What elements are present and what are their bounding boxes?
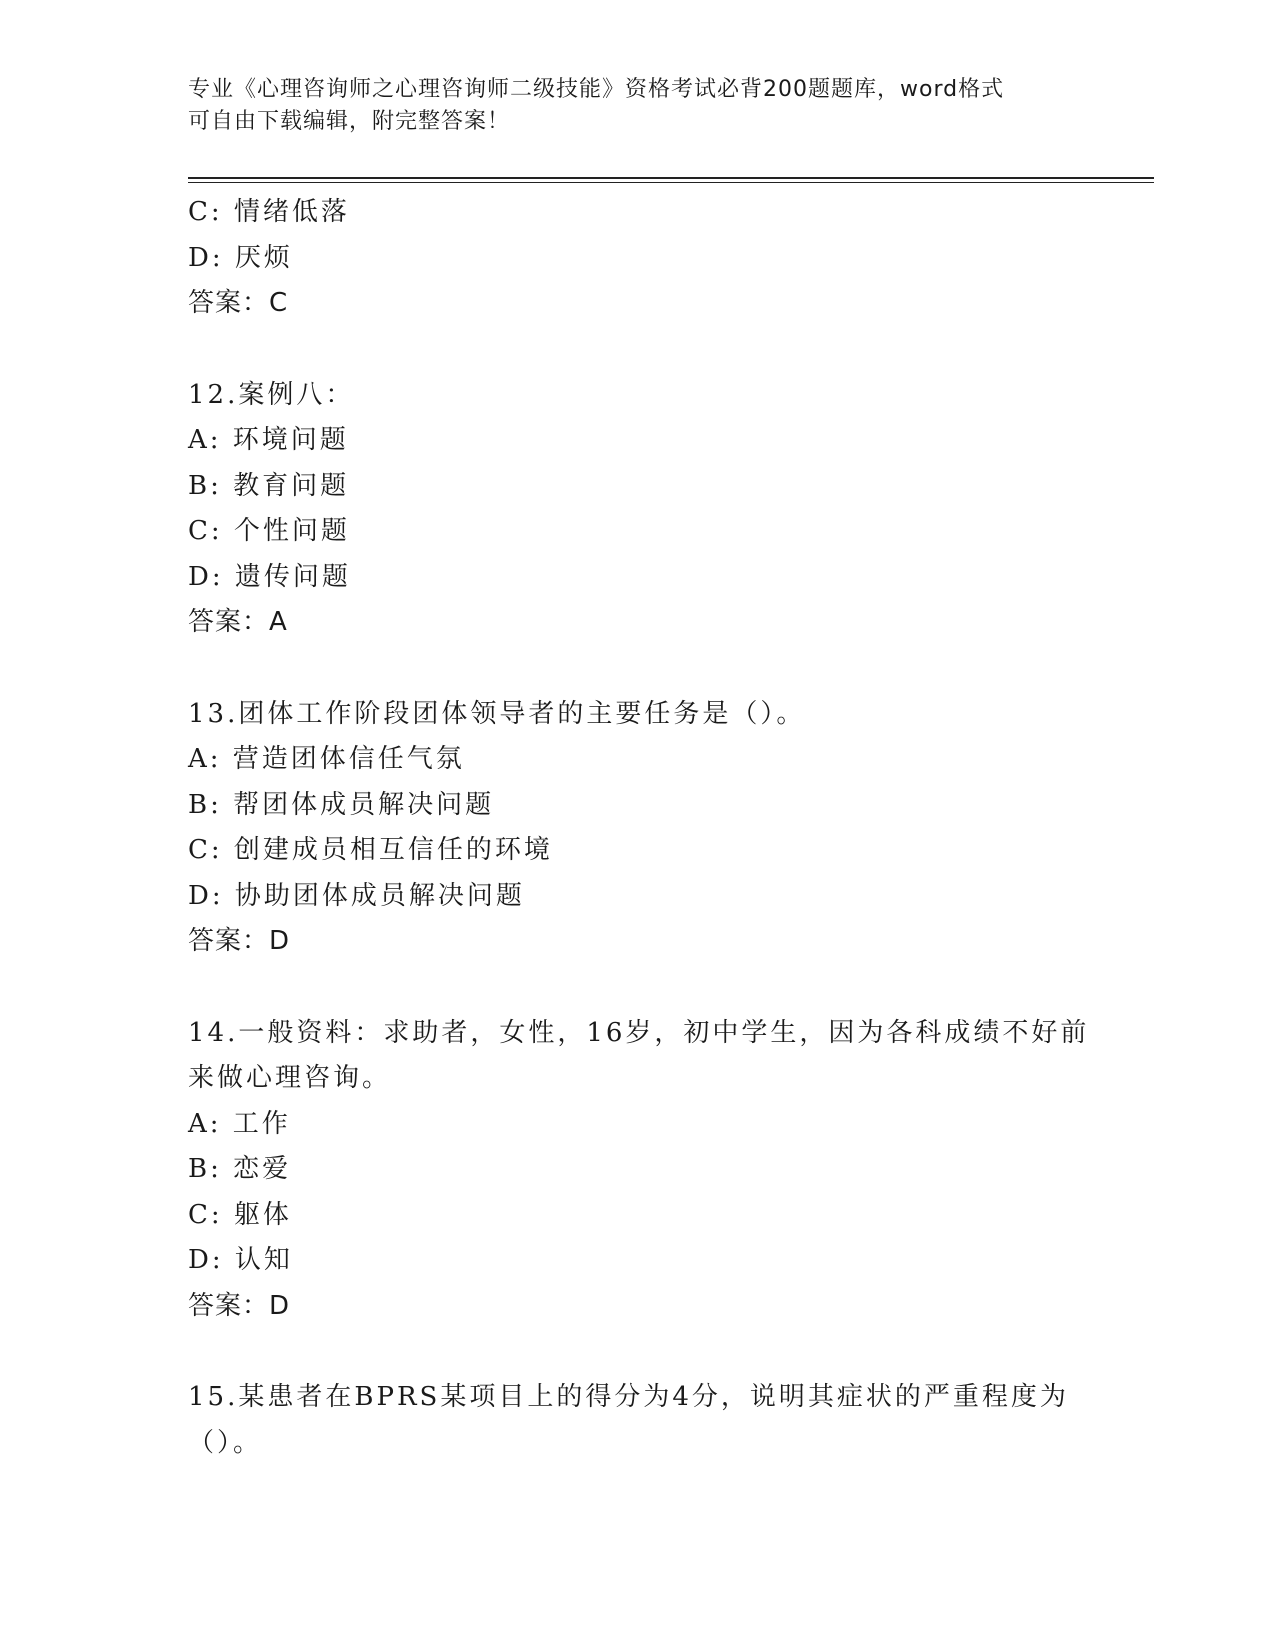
option-a: A: 营造团体信任气氛 (188, 744, 465, 774)
option-c: C: 创建成员相互信任的环境 (188, 835, 553, 865)
option-a: A: 环境问题 (188, 425, 349, 455)
option-d: D: 厌烦 (188, 242, 293, 273)
header-divider-thin (188, 182, 1154, 183)
option-d: D: 协助团体成员解决问题 (188, 880, 525, 911)
question-stem-line-1: 15.某患者在BPRS某项目上的得分为4分，说明其症状的严重程度为 (188, 1382, 1069, 1412)
option-c: C: 个性问题 (188, 516, 350, 546)
answer-line: 答案：D (188, 926, 291, 956)
question-list (188, 190, 1088, 1466)
question-stem-line-2: （）。 (188, 1427, 263, 1458)
answer-line: 答案：D (188, 1290, 291, 1321)
header-divider-thick (188, 177, 1154, 179)
question-stem-line-1: 14.一般资料：求助者，女性，16岁，初中学生，因为各科成绩不好前 (188, 1017, 1090, 1048)
option-b: B: 恋爱 (188, 1154, 292, 1184)
option-b: B: 教育问题 (188, 470, 350, 501)
question-stem: 13.团体工作阶段团体领导者的主要任务是（）。 (188, 698, 806, 729)
question-stem: 12.案例八： (188, 379, 355, 410)
option-b: B: 帮团体成员解决问题 (188, 789, 495, 820)
option-c: C: 情绪低落 (188, 197, 350, 227)
answer-line: 答案：C (188, 288, 289, 318)
answer-line: 答案：A (188, 607, 288, 637)
header-line-2: 可自由下载编辑，附完整答案！ (188, 109, 511, 134)
header-line-1: 专业《心理咨询师之心理咨询师二级技能》资格考试必背200题题库，word格式 (188, 77, 1005, 102)
question-stem-line-2: 来做心理咨询。 (188, 1063, 392, 1093)
option-a: A: 工作 (188, 1108, 291, 1139)
option-d: D: 认知 (188, 1245, 293, 1275)
document-header (188, 74, 1068, 138)
option-d: D: 遗传问题 (188, 561, 351, 592)
option-c: C: 躯体 (188, 1199, 292, 1230)
